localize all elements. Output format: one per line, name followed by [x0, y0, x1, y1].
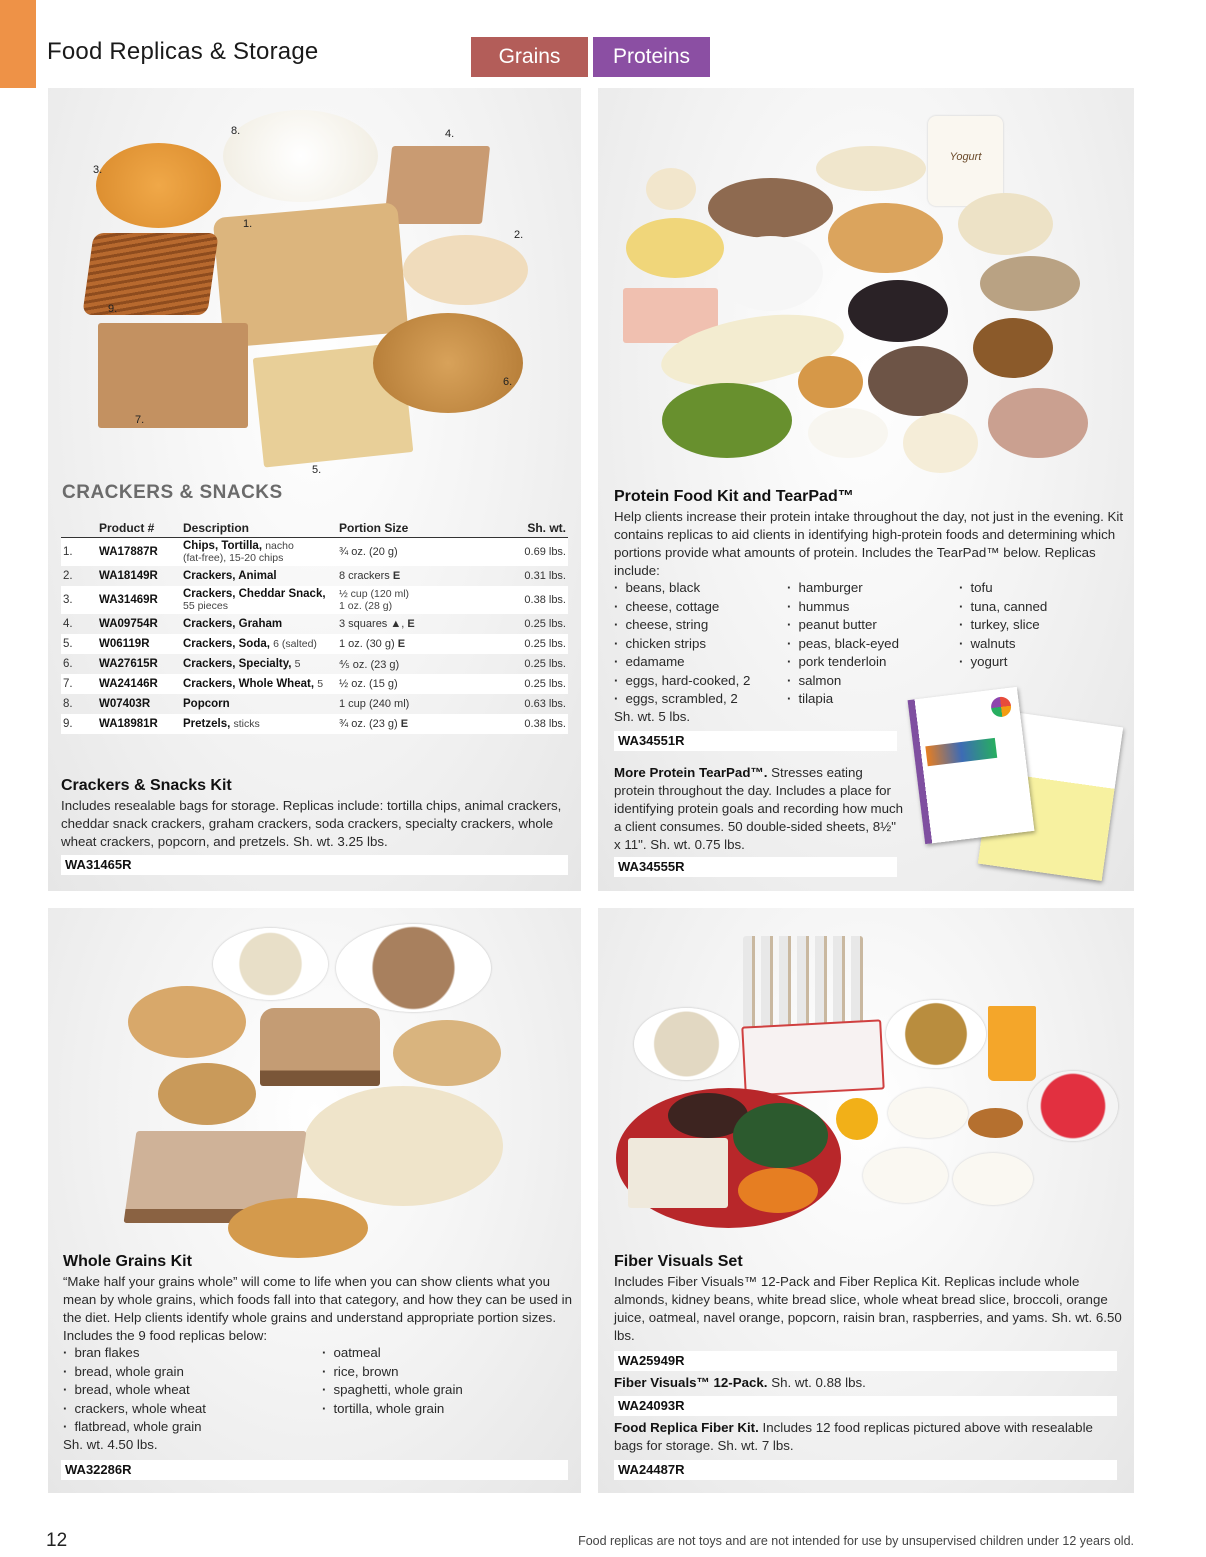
fiber-pack-sku[interactable]: WA24093R: [614, 1396, 1117, 1416]
whole-grains-photo: [48, 908, 581, 1248]
page-number: 12: [46, 1530, 68, 1551]
whole-grains-description: “Make half your grains whole” will come to life when you can show clients what you mean by whole grains, which foods fall into that category, and how they can be used in the diet. Help clients identify whole grains and understand appropriate portion sizes. Includes the 9 food replicas below:: [63, 1274, 573, 1343]
protein-items-col3: · tofu · tuna, canned · turkey, slice · walnuts · yogurt: [959, 579, 1047, 672]
tearpad-description: More Protein TearPad™. Stresses eating protein throughout the day. Includes a place for identifying protein goals and recording how much a client consumes. 50 double-sided sheets, 8½" x 11". Sh. wt. 0.75 lbs.: [614, 765, 904, 852]
crackers-kit-sku[interactable]: WA31465R: [61, 855, 568, 875]
crackers-kit-title: Crackers & Snacks Kit: [61, 777, 232, 794]
photo-label-8: 8.: [231, 125, 241, 137]
fiber-pack-description: Fiber Visuals™ 12-Pack. Sh. wt. 0.88 lbs.: [614, 1375, 866, 1390]
photo-label-4: 4.: [445, 128, 455, 140]
table-row: 6. WA27615R Crackers, Specialty, 5 ⅘ oz. (23 g) 0.25 lbs.: [63, 658, 566, 671]
protein-items-col1: · beans, black · cheese, cottage · cheese, string · chicken strips · edamame · eggs, hard-cooked, 2 · eggs, scrambled, 2: [614, 579, 750, 709]
whole-grains-sku[interactable]: WA32286R: [61, 1460, 568, 1480]
crackers-snacks-panel: [48, 88, 581, 891]
crackers-kit-description: Includes resealable bags for storage. Replicas include: tortilla chips, animal crackers, cheddar snack crackers, graham crackers, soda crackers, specialty crackers, whole wheat crackers, popcorn, and pretzels. Sh. wt. 3.25 lbs.: [61, 798, 562, 849]
protein-kit-photo: [598, 88, 1134, 488]
photo-label-3: 3.: [93, 164, 103, 176]
yogurt-label: Yogurt: [949, 151, 982, 163]
protein-kit-weight: Sh. wt. 5 lbs.: [614, 709, 691, 724]
table-row: 5. W06119R Crackers, Soda, 6 (salted) 1 oz. (30 g) E 0.25 lbs.: [61, 634, 568, 654]
protein-items-col2: · hamburger · hummus · peanut butter · peas, black-eyed · pork tenderloin · salmon · tilapia: [787, 579, 899, 709]
section-accent-tab: [0, 0, 36, 88]
photo-label-2: 2.: [514, 229, 524, 241]
crackers-product-table: [61, 518, 568, 734]
table-row: 1. WA17887R Chips, Tortilla, nacho (fat-free), 15-20 chips ¾ oz. (20 g) 0.69 lbs.: [61, 538, 568, 567]
table-row: 7. WA24146R Crackers, Whole Wheat, 5 ½ oz. (15 g) 0.25 lbs.: [61, 674, 568, 694]
photo-label-6: 6.: [503, 376, 513, 388]
whole-grains-panel: [48, 908, 581, 1493]
photo-label-9: 9.: [108, 303, 118, 315]
tab-proteins[interactable]: Proteins: [593, 37, 710, 77]
fiber-visuals-sku[interactable]: WA25949R: [614, 1351, 1117, 1371]
whole-grains-items-col1: · bran flakes · bread, whole grain · bread, whole wheat · crackers, whole wheat · flatbread, whole grain: [63, 1344, 206, 1437]
crackers-snacks-photo: [48, 88, 581, 488]
table-row: 3. WA31469R Crackers, Cheddar Snack, 55 pieces ½ cup (120 ml) 1 oz. (28 g) 0.38 lbs.: [63, 588, 566, 612]
safety-disclaimer: Food replicas are not toys and are not intended for use by unsupervised children under 12 years old.: [578, 1534, 1134, 1548]
section-heading: CRACKERS & SNACKS: [62, 482, 283, 503]
fiber-visuals-panel: [598, 908, 1134, 1493]
fiber-pack-title: Fiber Visuals™ 12-Pack.: [614, 1375, 768, 1390]
fiber-visuals-description: Includes Fiber Visuals™ 12-Pack and Fiber Replica Kit. Replicas include whole almonds, kidney beans, white bread slice, whole wheat bread slice, broccoli, orange juice, oatmeal, navel orange, popcorn, raisin bran, raspberries, and yams. Sh. wt. 6.50 lbs.: [614, 1274, 1122, 1343]
col-description: Description: [181, 518, 337, 538]
col-portion: Portion Size: [337, 518, 505, 538]
fiber-kit-sku[interactable]: WA24487R: [614, 1460, 1117, 1480]
tearpad-sku[interactable]: WA34555R: [614, 857, 897, 877]
photo-label-1: 1.: [243, 218, 253, 230]
tab-grains[interactable]: Grains: [471, 37, 588, 77]
tearpad-title: More Protein TearPad™.: [614, 765, 768, 780]
whole-grains-weight: Sh. wt. 4.50 lbs.: [63, 1437, 158, 1452]
protein-kit-sku[interactable]: WA34551R: [614, 731, 897, 751]
protein-kit-panel: [598, 88, 1134, 891]
photo-label-7: 7.: [135, 414, 145, 426]
fiber-kit-description: Food Replica Fiber Kit. Includes 12 food replicas pictured above with resealable bags for storage. Sh. wt. 7 lbs.: [614, 1420, 1093, 1453]
fiber-visuals-title: Fiber Visuals Set: [614, 1253, 743, 1270]
tearpad-sheet-front: [908, 687, 1035, 844]
protein-kit-title: Protein Food Kit and TearPad™: [614, 488, 854, 505]
whole-grains-title: Whole Grains Kit: [63, 1253, 192, 1270]
page-title: Food Replicas & Storage: [47, 38, 319, 65]
col-product: Product #: [97, 518, 181, 538]
table-row: 9. WA18981R Pretzels, sticks ¾ oz. (23 g) E 0.38 lbs.: [61, 714, 568, 734]
col-weight: Sh. wt.: [505, 518, 568, 538]
whole-grains-items-col2: · oatmeal · rice, brown · spaghetti, whole grain · tortilla, whole grain: [322, 1344, 463, 1418]
photo-label-5: 5.: [312, 464, 322, 476]
col-number: [61, 518, 97, 538]
fiber-visuals-photo: [598, 908, 1134, 1248]
fiber-kit-title: Food Replica Fiber Kit.: [614, 1420, 759, 1435]
table-row: 4. WA09754R Crackers, Graham 3 squares ▲, E 0.25 lbs.: [63, 618, 566, 630]
protein-kit-description: Help clients increase their protein intake throughout the day, not just in the evening. Kit contains replicas to aid clients in identifying high-protein foods and determining which portions provide what amounts of protein. Includes the TearPad™ below. Replicas include:: [614, 509, 1124, 578]
table-row: 2. WA18149R Crackers, Animal 8 crackers E 0.31 lbs.: [63, 570, 566, 582]
table-row: 8. W07403R Popcorn 1 cup (240 ml) 0.63 lbs.: [63, 698, 566, 710]
